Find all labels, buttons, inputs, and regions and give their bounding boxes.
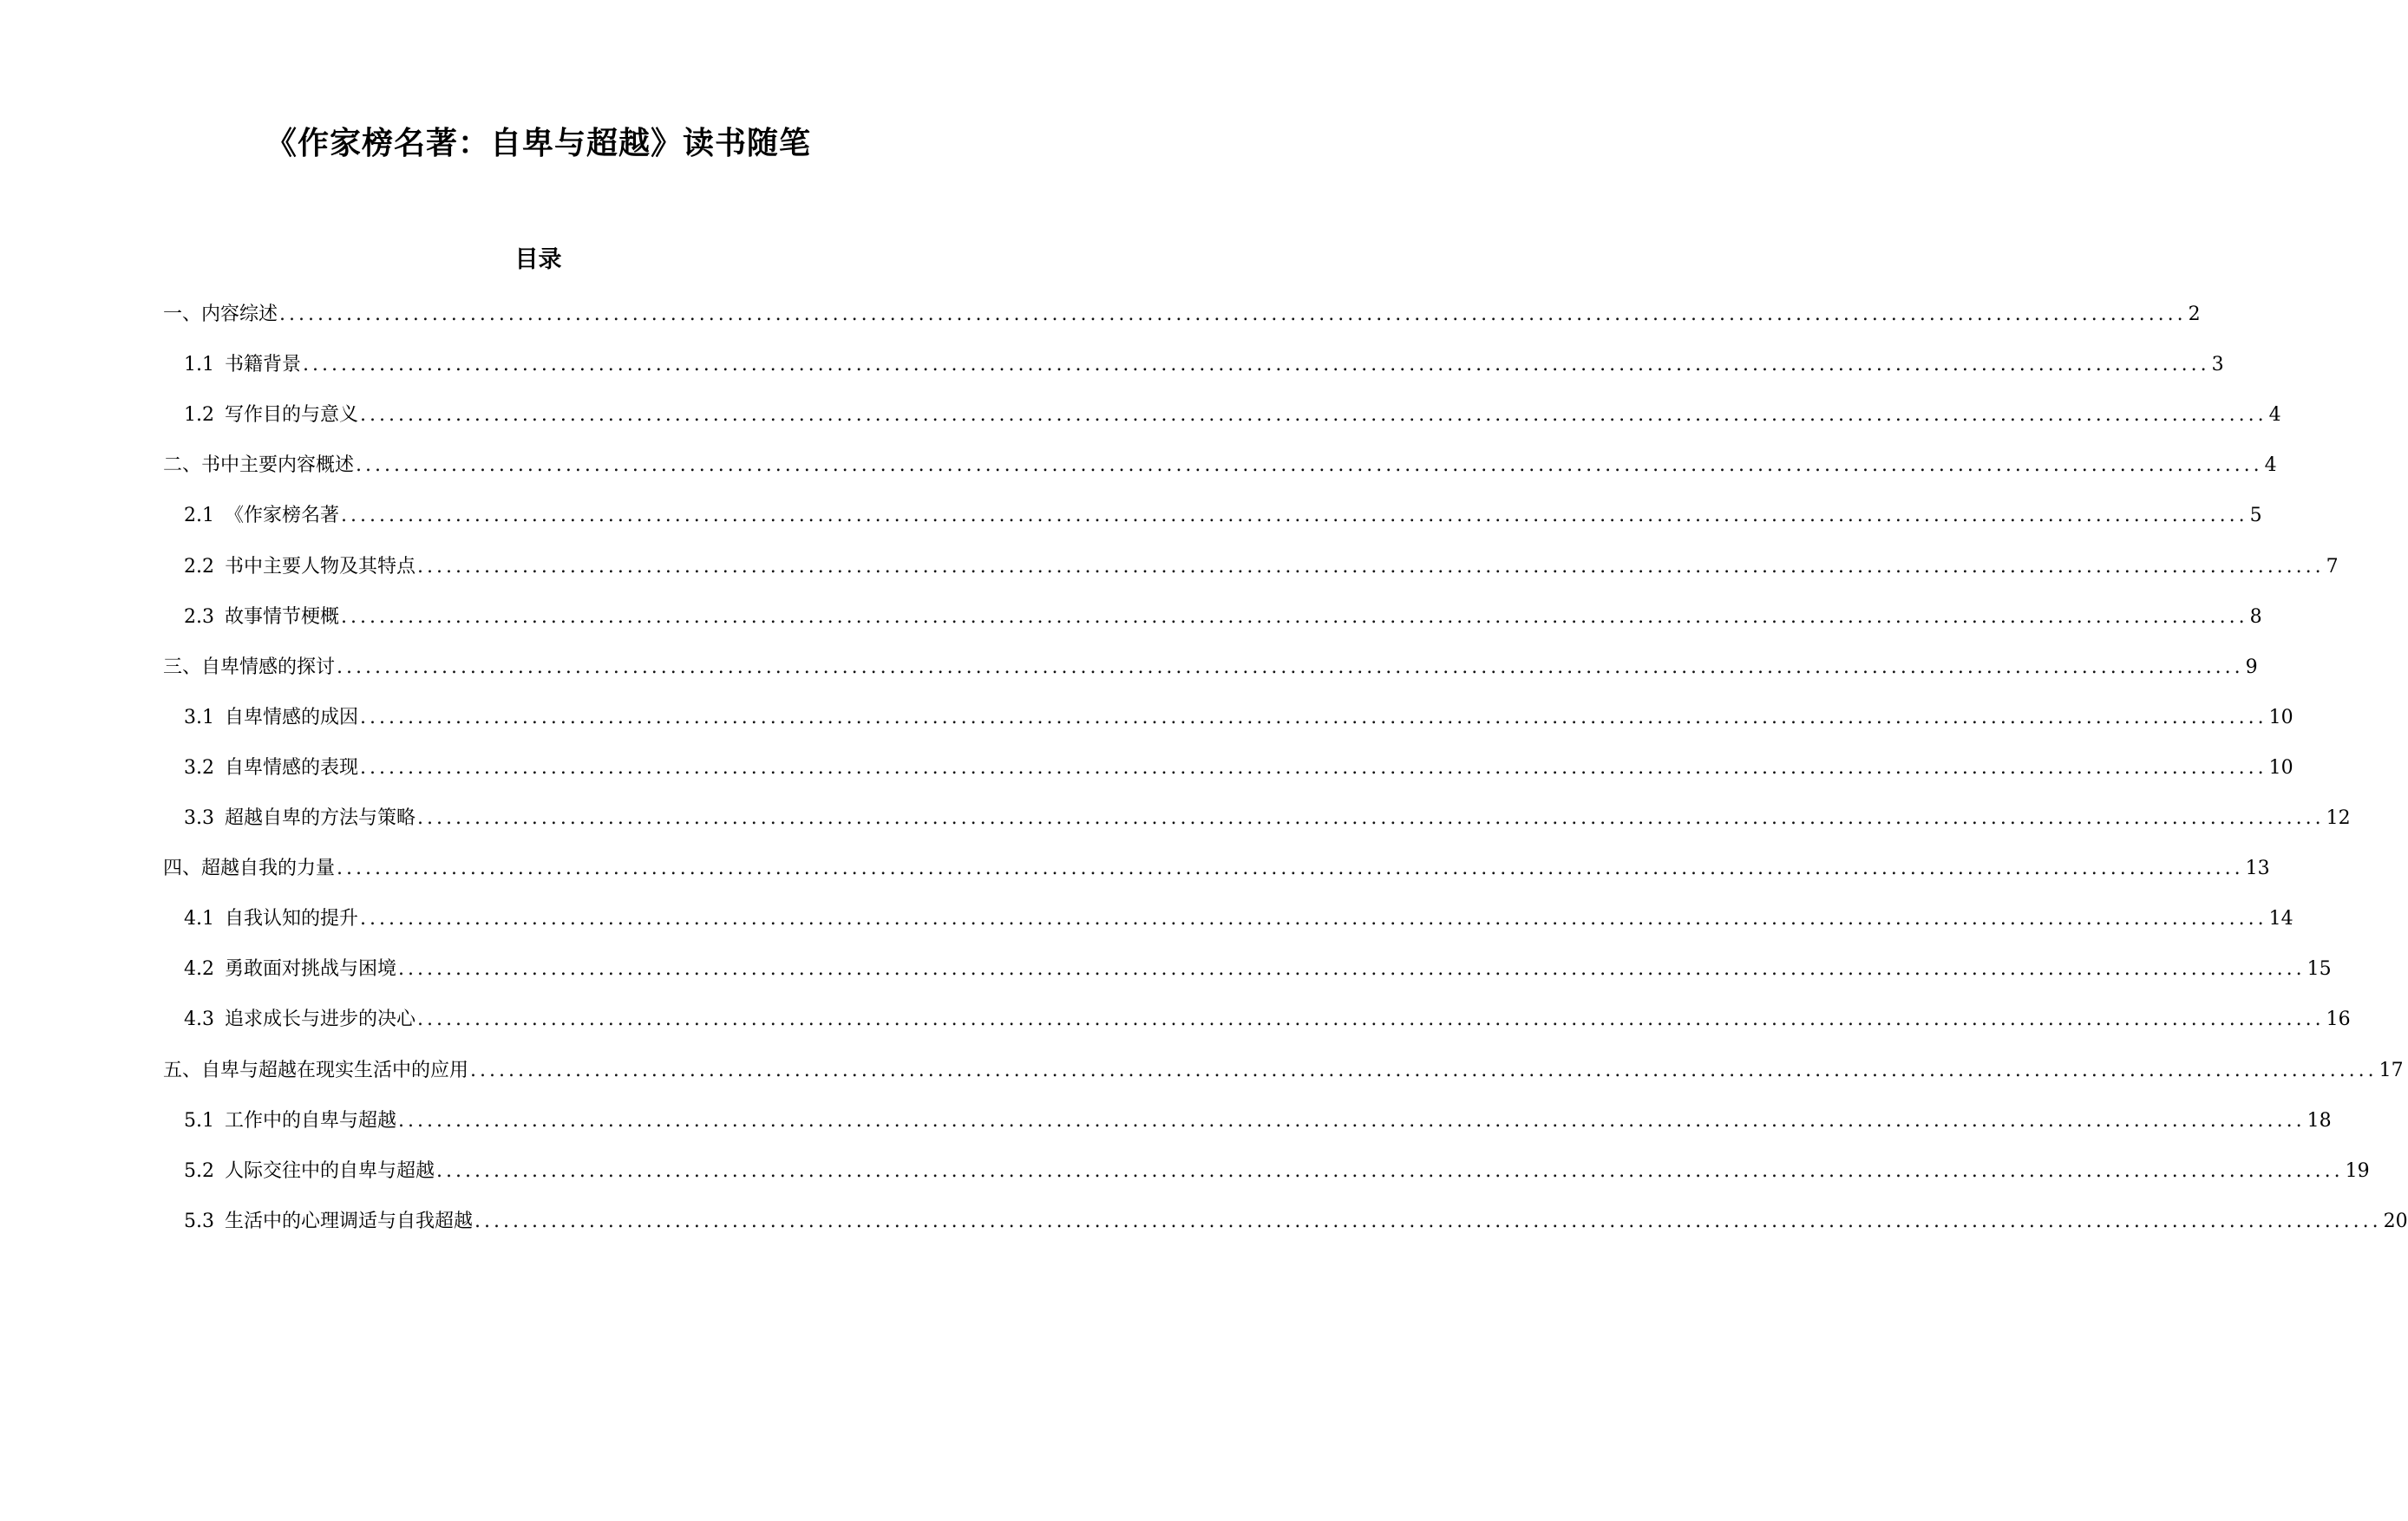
toc-entry-title: 超越自卑的方法与策略 [225, 807, 416, 829]
toc-dot-leader: ........................................................................................................................................................................................................ [470, 1060, 2378, 1081]
toc-entry-page-number: 12 [2326, 807, 2351, 829]
toc-entry-title: 自我认知的提升 [225, 908, 359, 930]
toc-entry-page-number: 20 [2383, 1211, 2408, 1232]
toc-entry[interactable] [163, 453, 2277, 479]
toc-entry[interactable] [184, 705, 2293, 731]
toc-entry[interactable] [163, 856, 2270, 882]
toc-entry[interactable] [184, 554, 2339, 580]
toc-entry-number: 5.3 [184, 1211, 214, 1232]
toc-heading: 目录 [514, 246, 562, 273]
toc-dot-leader: ........................................................................................................................................................................................................ [356, 454, 2263, 476]
toc-entry[interactable] [163, 302, 2201, 328]
document-title: 《作家榜名著：自卑与超越》读书随笔 [265, 126, 811, 161]
toc-entry[interactable] [184, 755, 2293, 781]
toc-entry-number: 四、 [163, 858, 202, 879]
toc-dot-leader: ........................................................................................................................................................................................................ [303, 354, 2210, 375]
toc-dot-leader: ........................................................................................................................................................................................................ [417, 807, 2325, 829]
toc-dot-leader: ........................................................................................................................................................................................................ [360, 757, 2267, 779]
toc-entry-page-number: 8 [2249, 606, 2262, 628]
toc-entry[interactable] [163, 1058, 2404, 1084]
toc-entry[interactable] [184, 402, 2281, 428]
toc-entry-title: 书中主要内容概述 [201, 454, 355, 476]
toc-entry-number: 三、 [163, 656, 202, 678]
toc-entry-number: 二、 [163, 454, 202, 476]
toc-dot-leader: ........................................................................................................................................................................................................ [337, 858, 2244, 879]
toc-entry[interactable] [184, 1209, 2408, 1235]
toc-entry-title: 人际交往中的自卑与超越 [225, 1160, 435, 1182]
toc-entry-title: 内容综述 [201, 304, 278, 325]
toc-entry-page-number: 19 [2345, 1160, 2370, 1182]
toc-entry-title: 《作家榜名著 [225, 505, 340, 526]
toc-entry-title: 自卑情感的探讨 [201, 656, 336, 678]
toc-entry-title: 追求成长与进步的决心 [225, 1009, 416, 1030]
toc-entry-page-number: 15 [2307, 958, 2332, 980]
toc-entry-page-number: 10 [2268, 757, 2293, 779]
toc-entry-title: 工作中的自卑与超越 [225, 1110, 397, 1132]
toc-entry-page-number: 2 [2188, 304, 2201, 325]
toc-entry-number: 2.1 [184, 505, 214, 526]
toc-entry-number: 4.2 [184, 958, 214, 980]
toc-entry-page-number: 4 [2268, 404, 2281, 426]
toc-entry[interactable] [184, 604, 2262, 630]
toc-entry-number: 3.3 [184, 807, 214, 829]
toc-entry-number: 1.1 [184, 354, 214, 375]
toc-dot-leader: ........................................................................................................................................................................................................ [341, 505, 2248, 526]
toc-entry-title: 书籍背景 [225, 354, 302, 375]
toc-entry[interactable] [184, 906, 2293, 932]
toc-entry-title: 自卑情感的表现 [225, 757, 359, 779]
toc-entry-page-number: 5 [2249, 505, 2262, 526]
toc-entry-page-number: 16 [2326, 1009, 2351, 1030]
toc-dot-leader: ........................................................................................................................................................................................................ [337, 656, 2244, 678]
toc-dot-leader: ........................................................................................................................................................................................................ [360, 404, 2267, 426]
toc-entry-title: 写作目的与意义 [225, 404, 359, 426]
toc-entry[interactable] [184, 1108, 2332, 1134]
toc-entry-number: 5.2 [184, 1160, 214, 1182]
toc-entry-page-number: 18 [2307, 1110, 2332, 1132]
toc-entry-title: 自卑情感的成因 [225, 707, 359, 728]
toc-entry[interactable] [163, 655, 2258, 681]
toc-entry-page-number: 7 [2326, 556, 2339, 578]
toc-entry[interactable] [184, 956, 2332, 982]
toc-dot-leader: ........................................................................................................................................................................................................ [360, 707, 2267, 728]
toc-dot-leader: ........................................................................................................................................................................................................ [279, 304, 2187, 325]
toc-dot-leader: ........................................................................................................................................................................................................ [398, 958, 2306, 980]
toc-entry-title: 勇敢面对挑战与困境 [225, 958, 397, 980]
toc-entry-page-number: 10 [2268, 707, 2293, 728]
toc-entry-number: 4.3 [184, 1009, 214, 1030]
toc-entry-title: 书中主要人物及其特点 [225, 556, 416, 578]
toc-entry-title: 生活中的心理调适与自我超越 [225, 1211, 474, 1232]
toc-dot-leader: ........................................................................................................................................................................................................ [341, 606, 2248, 628]
toc-entry[interactable] [184, 806, 2351, 832]
toc-entry-number: 2.2 [184, 556, 214, 578]
toc-entry-number: 3.2 [184, 757, 214, 779]
toc-entry-title: 超越自我的力量 [201, 858, 336, 879]
toc-dot-leader: ........................................................................................................................................................................................................ [417, 1009, 2325, 1030]
toc-entry[interactable] [184, 352, 2224, 378]
toc-dot-leader: ........................................................................................................................................................................................................ [474, 1211, 2382, 1232]
toc-entry-number: 1.2 [184, 404, 214, 426]
toc-entry-page-number: 9 [2245, 656, 2258, 678]
toc-entry-page-number: 3 [2211, 354, 2224, 375]
toc-entry-number: 五、 [163, 1060, 202, 1081]
toc-entry-title: 自卑与超越在现实生活中的应用 [201, 1060, 469, 1081]
toc-entry-page-number: 13 [2245, 858, 2270, 879]
toc-dot-leader: ........................................................................................................................................................................................................ [417, 556, 2325, 578]
toc-entry[interactable] [184, 1159, 2370, 1185]
toc-entry-page-number: 14 [2268, 908, 2293, 930]
toc-dot-leader: ........................................................................................................................................................................................................ [398, 1110, 2306, 1132]
toc-entry[interactable] [184, 1007, 2351, 1033]
toc-entry-page-number: 17 [2379, 1060, 2404, 1081]
toc-entry[interactable] [184, 503, 2262, 529]
toc-dot-leader: ........................................................................................................................................................................................................ [360, 908, 2267, 930]
toc-entry-number: 5.1 [184, 1110, 214, 1132]
toc-entry-number: 3.1 [184, 707, 214, 728]
toc-entry-page-number: 4 [2264, 454, 2277, 476]
toc-entry-number: 4.1 [184, 908, 214, 930]
toc-entry-title: 故事情节梗概 [225, 606, 340, 628]
toc-entry-number: 一、 [163, 304, 202, 325]
toc-dot-leader: ........................................................................................................................................................................................................ [436, 1160, 2344, 1182]
toc-entry-number: 2.3 [184, 606, 214, 628]
